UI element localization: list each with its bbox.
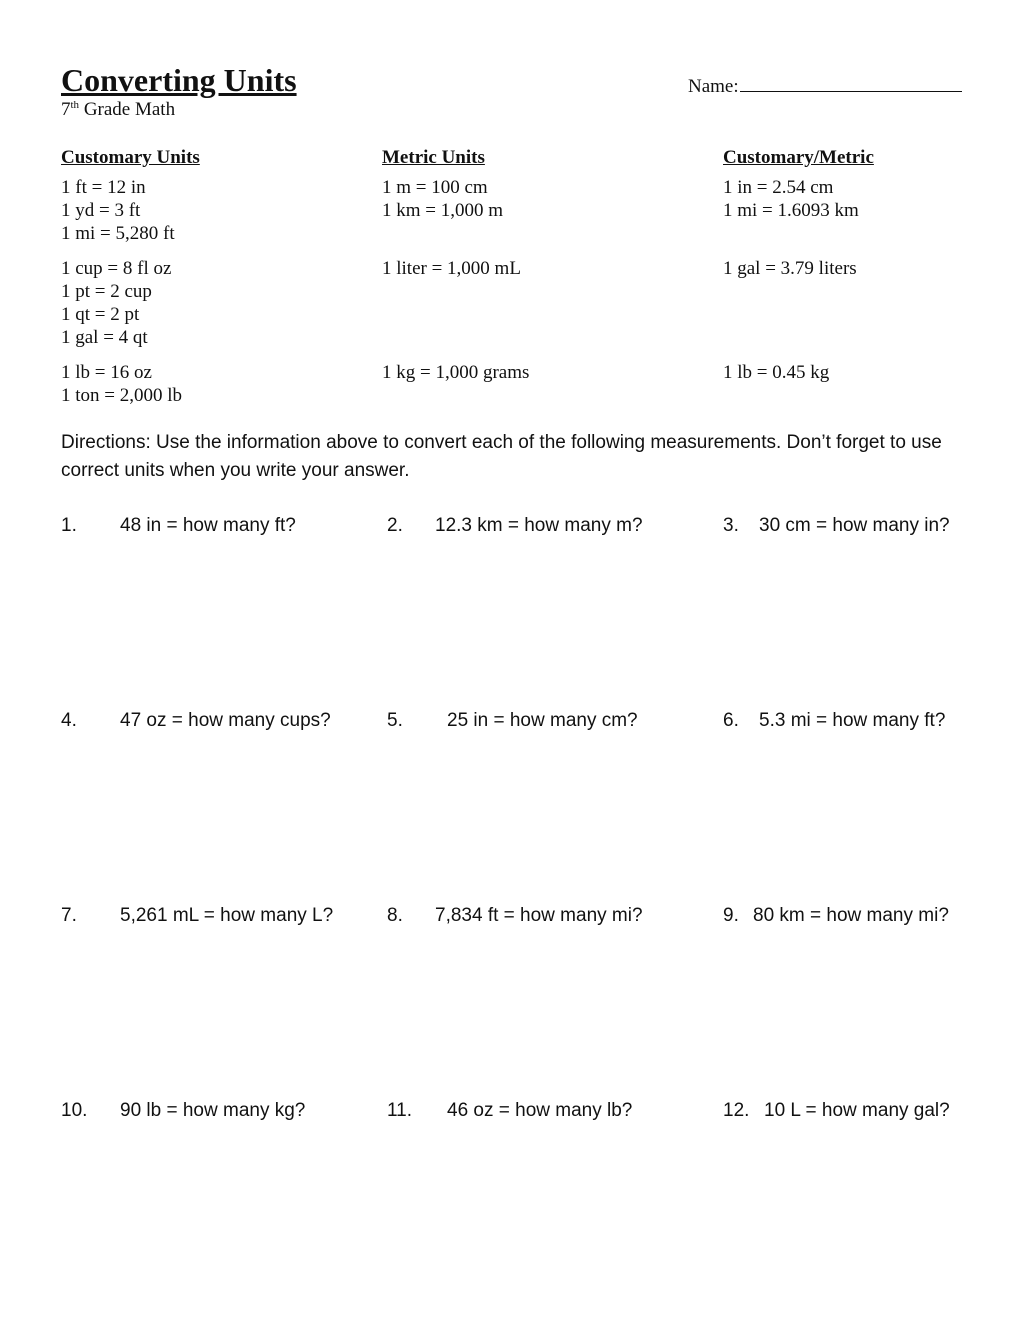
problem-text: 5,261 mL = how many L? bbox=[120, 905, 334, 926]
problem-text: 47 oz = how many cups? bbox=[120, 710, 331, 731]
conversion-line: 1 in = 2.54 cm bbox=[723, 177, 834, 198]
problem-text: 5.3 mi = how many ft? bbox=[759, 710, 946, 731]
directions-paragraph bbox=[61, 429, 971, 485]
problem-number: 5. bbox=[387, 710, 403, 731]
problem-text: 10 L = how many gal? bbox=[764, 1100, 950, 1121]
problem-text: 90 lb = how many kg? bbox=[120, 1100, 306, 1121]
customary-metric-column bbox=[723, 146, 983, 416]
problem-text: 25 in = how many cm? bbox=[447, 710, 638, 731]
conversion-line: 1 yd = 3 ft bbox=[61, 200, 141, 221]
grade-number: 7 bbox=[61, 99, 71, 120]
customary-metric-length-group bbox=[723, 176, 859, 222]
conversion-line: 1 pt = 2 cup bbox=[61, 281, 152, 302]
problem-6 bbox=[723, 709, 945, 733]
grade-text: Grade Math bbox=[79, 99, 176, 120]
problem-number: 4. bbox=[61, 710, 77, 731]
metric-units-heading: Metric Units bbox=[382, 147, 485, 168]
problem-4 bbox=[61, 709, 331, 733]
problem-3 bbox=[723, 514, 950, 538]
problem-1 bbox=[61, 514, 296, 538]
subtitle bbox=[61, 99, 175, 121]
conversion-line: 1 liter = 1,000 mL bbox=[382, 258, 521, 279]
conversion-line: 1 km = 1,000 m bbox=[382, 200, 504, 221]
conversion-line: 1 ft = 12 in bbox=[61, 177, 146, 198]
name-field[interactable] bbox=[688, 73, 962, 99]
problem-5 bbox=[387, 709, 638, 733]
problem-text: 30 cm = how many in? bbox=[759, 515, 950, 536]
problem-text: 46 oz = how many lb? bbox=[447, 1100, 633, 1121]
problem-number: 6. bbox=[723, 710, 739, 731]
metric-volume-group bbox=[382, 257, 521, 280]
customary-metric-volume-group bbox=[723, 257, 857, 280]
metric-units-column bbox=[382, 146, 702, 416]
conversion-line: 1 gal = 4 qt bbox=[61, 327, 148, 348]
conversion-line: 1 gal = 3.79 liters bbox=[723, 258, 857, 279]
conversion-line: 1 mi = 5,280 ft bbox=[61, 223, 175, 244]
problem-8 bbox=[387, 904, 643, 928]
name-label: Name: bbox=[688, 76, 739, 97]
customary-units-column bbox=[61, 146, 371, 416]
conversion-line: 1 lb = 16 oz bbox=[61, 362, 152, 383]
conversion-line: 1 m = 100 cm bbox=[382, 177, 488, 198]
metric-weight-group bbox=[382, 361, 529, 384]
problem-12 bbox=[723, 1099, 950, 1123]
customary-units-heading: Customary Units bbox=[61, 147, 200, 168]
problem-number: 3. bbox=[723, 515, 739, 536]
customary-metric-weight-group bbox=[723, 361, 829, 384]
problem-11 bbox=[387, 1099, 632, 1123]
problem-text: 80 km = how many mi? bbox=[753, 905, 949, 926]
conversion-line: 1 kg = 1,000 grams bbox=[382, 362, 530, 383]
metric-length-group bbox=[382, 176, 503, 222]
customary-volume-group bbox=[61, 257, 171, 349]
problem-number: 2. bbox=[387, 515, 403, 536]
problem-number: 9. bbox=[723, 905, 739, 926]
page-title: Converting Units bbox=[61, 62, 297, 98]
directions-label: Directions bbox=[61, 432, 146, 453]
customary-length-group bbox=[61, 176, 175, 245]
grade-ordinal: th bbox=[70, 99, 80, 111]
problem-text: 48 in = how many ft? bbox=[120, 515, 296, 536]
problem-number: 1. bbox=[61, 515, 77, 536]
problem-text: 7,834 ft = how many mi? bbox=[435, 905, 643, 926]
conversion-line: 1 qt = 2 pt bbox=[61, 304, 140, 325]
problem-number: 8. bbox=[387, 905, 403, 926]
directions-text: : Use the information above to convert each of the following measurements. Don’t forget to use correct units when you write your answer. bbox=[61, 432, 942, 481]
problem-number: 12. bbox=[723, 1100, 750, 1121]
problem-number: 10. bbox=[61, 1100, 88, 1121]
customary-weight-group bbox=[61, 361, 182, 407]
conversion-line: 1 lb = 0.45 kg bbox=[723, 362, 830, 383]
name-blank-line[interactable] bbox=[740, 73, 962, 92]
problem-text: 12.3 km = how many m? bbox=[435, 515, 643, 536]
problem-9 bbox=[723, 904, 949, 928]
problem-number: 7. bbox=[61, 905, 77, 926]
problem-7 bbox=[61, 904, 333, 928]
conversion-line: 1 mi = 1.6093 km bbox=[723, 200, 859, 221]
customary-metric-heading: Customary/Metric bbox=[723, 147, 874, 168]
conversion-line: 1 cup = 8 fl oz bbox=[61, 258, 172, 279]
problem-2 bbox=[387, 514, 643, 538]
conversion-line: 1 ton = 2,000 lb bbox=[61, 385, 183, 406]
problem-number: 11. bbox=[387, 1100, 413, 1121]
problem-10 bbox=[61, 1099, 305, 1123]
